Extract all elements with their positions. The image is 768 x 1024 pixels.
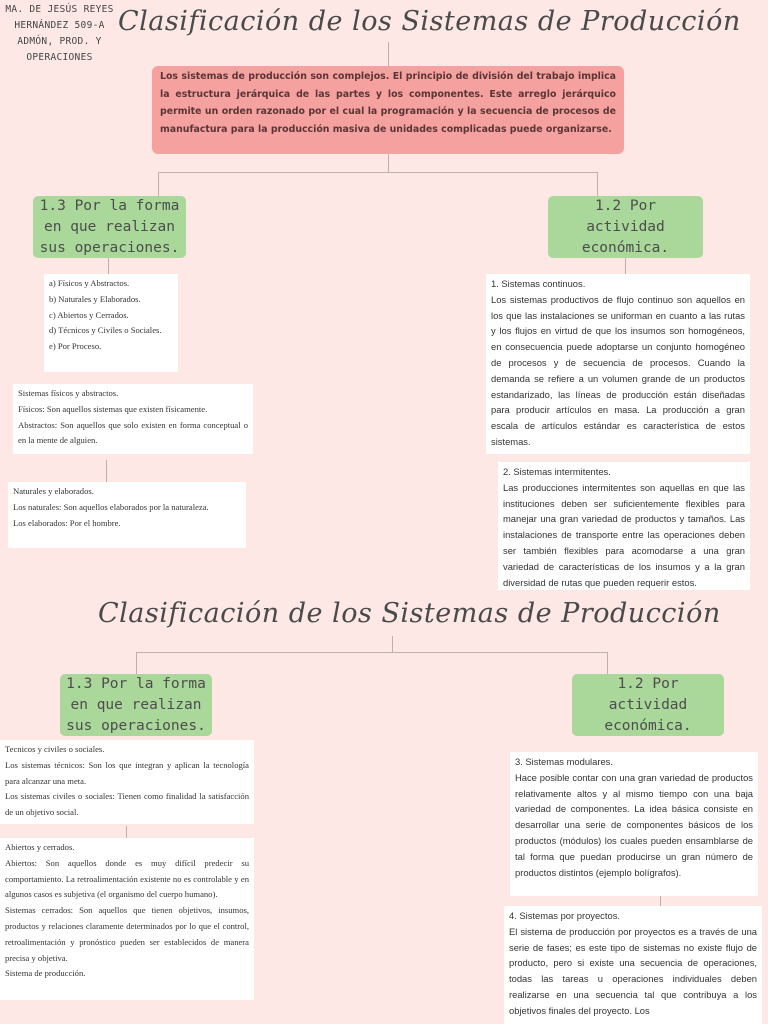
author-line: HERNÁNDEZ 509-A bbox=[14, 20, 105, 31]
proyectos-card bbox=[504, 906, 762, 1024]
list-item: b) Naturales y Elaborados. bbox=[49, 293, 141, 304]
connector bbox=[158, 172, 598, 173]
list-item: a) Físicos y Abstractos. bbox=[49, 278, 130, 288]
connector bbox=[136, 652, 137, 674]
intermitentes-card bbox=[498, 462, 750, 590]
tecnicos-card bbox=[0, 740, 254, 824]
connector bbox=[106, 460, 107, 482]
card-title: Sistemas físicos y abstractos. bbox=[18, 388, 119, 398]
card-text: Físicos: Son aquellos sistemas que existen físicamente. bbox=[18, 403, 208, 414]
card-text: Hace posible contar con una gran variedad de productos relativamente altos y al mismo tiempo con una baja variedad de componentes. La idea básica consiste en desarrollar una serie de componentes básicos de los productos (módulos) los cuales pueden ensamblarse de tal forma que puedan producirse un gran número de productos distintos (ejemplo bolígrafos). bbox=[515, 771, 753, 878]
card-text: Los elaborados: Por el hombre. bbox=[13, 517, 121, 528]
card-title: Abiertos y cerrados. bbox=[5, 842, 75, 852]
list-item: c) Abiertos y Cerrados. bbox=[49, 309, 129, 320]
card-title: 3. Sistemas modulares. bbox=[515, 756, 613, 767]
types-list-card bbox=[44, 274, 178, 372]
heading-forma-repeat: 1.3 Por la forma en que realizan sus operaciones. bbox=[60, 674, 212, 736]
card-text: El sistema de producción por proyectos es a través de una serie de fases; es este tipo de sistemas no existe flujo de producto, pero si existe una secuencia de operaciones, todas las tareas u operaciones individuales deben realizarse en una secuencia tal que contribuya a los objetivos finales del proyecto. Los bbox=[509, 925, 757, 1016]
connector bbox=[136, 652, 608, 653]
card-text: Los sistemas civiles o sociales: Tienen como finalidad la satisfacción de un objetivo social. bbox=[5, 791, 249, 818]
connector bbox=[388, 42, 389, 66]
intro-box: Los sistemas de producción son complejos. El principio de división del trabajo implica la estructura jerárquica de las partes y los componentes. Este arreglo jerárquico permite un orden razonado por el cual la programación y la secuencia de procesos de manufactura para la producción masiva de unidades complicadas puede organizarse. bbox=[152, 66, 624, 154]
author-line: MA. DE JESÚS REYES bbox=[5, 4, 114, 15]
connector bbox=[388, 154, 389, 172]
list-item: d) Técnicos y Civiles o Sociales. bbox=[49, 325, 162, 336]
card-text: Las producciones intermitentes son aquellas en que las instituciones deben ser suficientemente flexibles para manejar una gran variedad de productos y tamaños. Las instalaciones de transporte entre las operaciones deben ser también flexibles para acomodarse a una gran variedad de características de los insumos y a la gran diversidad de rutas que pueden requerir estos. bbox=[503, 481, 745, 588]
connector bbox=[607, 652, 608, 674]
list-item: e) Por Proceso. bbox=[49, 341, 102, 352]
modulares-card bbox=[510, 752, 758, 896]
heading-actividad: 1.2 Por actividad económica. bbox=[548, 196, 703, 258]
author-info bbox=[2, 2, 117, 66]
card-text: Los naturales: Son aquellos elaborados por la naturaleza. bbox=[13, 501, 209, 512]
card-title: Naturales y elaborados. bbox=[13, 486, 94, 496]
heading-actividad-repeat: 1.2 Por actividad económica. bbox=[572, 674, 724, 736]
card-text: Sistema de producción. bbox=[5, 968, 86, 979]
continuos-card bbox=[486, 274, 750, 454]
card-title: 2. Sistemas intermitentes. bbox=[503, 466, 611, 477]
fisicos-card bbox=[13, 384, 253, 454]
card-text: Abiertos: Son aquellos donde es muy difícil predecir su comportamiento. La retroalimentación existente no es controlable y en algunos casos es subjetiva (el organismo del cuerpo humano). bbox=[5, 857, 249, 900]
page-title: Clasificación de los Sistemas de Producción bbox=[118, 6, 741, 37]
connector bbox=[392, 636, 393, 652]
abiertos-card bbox=[0, 838, 254, 1000]
author-line: OPERACIONES bbox=[26, 52, 93, 63]
card-text: Los sistemas productivos de flujo continuo son aquellos en los que las instalaciones se uniforman en cuanto a las rutas y los flujos en virtud de que los insumos son homogéneos, en consecuencia puede adoptarse un conjunto homogéneo de procesos y de secuencia de procesos. Cuando la demanda se refiere a un volumen grande de un productos estandarizado, las líneas de producción están diseñadas para producir artículos en masa. La producción a gran escala de artículos estándar es característica de estos sistemas. bbox=[491, 293, 745, 447]
author-line: ADMÓN, PROD. Y bbox=[17, 36, 102, 47]
naturales-card bbox=[8, 482, 246, 548]
card-title: Tecnicos y civiles o sociales. bbox=[5, 744, 105, 754]
card-text: Sistemas cerrados: Son aquellos que tienen objetivos, insumos, productos y relaciones claramente determinados por lo que el control, retroalimentación y pronóstico pueden ser establecidos de manera precisa y objetiva. bbox=[5, 905, 249, 963]
connector bbox=[158, 172, 159, 196]
page-title-repeat: Clasificación de los Sistemas de Producción bbox=[98, 598, 721, 629]
card-text: Los sistemas técnicos: Son los que integran y aplican la tecnología para alcanzar una meta. bbox=[5, 759, 249, 786]
heading-forma: 1.3 Por la forma en que realizan sus operaciones. bbox=[33, 196, 186, 258]
card-title: 4. Sistemas por proyectos. bbox=[509, 910, 620, 921]
card-text: Abstractos: Son aquellos que solo existen en forma conceptual o en la mente de alguien. bbox=[18, 419, 248, 446]
connector bbox=[597, 172, 598, 196]
card-title: 1. Sistemas continuos. bbox=[491, 278, 586, 289]
